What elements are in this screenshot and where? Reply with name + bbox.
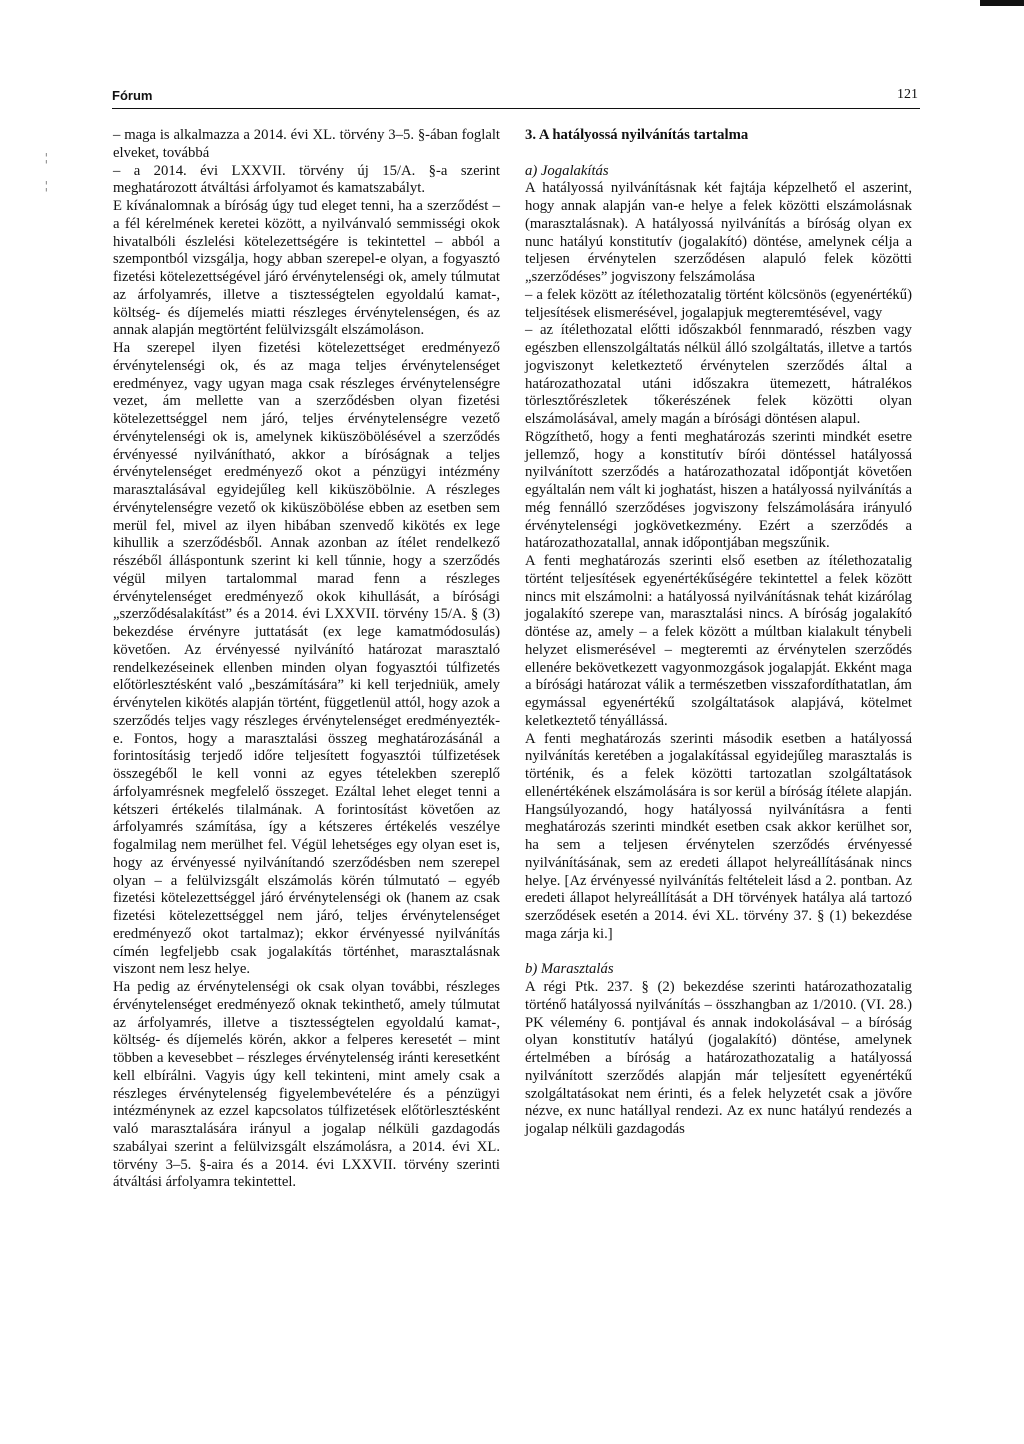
paragraph: – a 2014. évi LXXVII. törvény új 15/A. §-a szerint meghatározott átváltási árfolyamot és kamatszabályt. — [113, 162, 500, 197]
paragraph: E kívánalomnak a bíróság úgy tud eleget tenni, ha a szerződést – a fél kérelmének keretei között, a nyilvánvaló semmisségi okok hivatalbóli észlelési kötelezettségére is tekintettel – abból a szempontból vizsgálja, hogy abban szerepel-e olyan, a fogyasztó fizetési kötelezettségével járó érvénytelenségi ok, amely túlmutat az árfolyamrés, illetve a tisztességtelen egyoldalú kamat-, költség- és díjemelés miatti részleges érvénytelenségen, és az annak alapján megtörtént felülvizsgált elszámoláson. — [113, 198, 500, 339]
page-number: 121 — [897, 87, 918, 102]
paragraph: Ha pedig az érvénytelenségi ok csak olyan további, részleges érvénytelenséget eredményező oknak tekinthető, amely túlmutat az árfolyamrés, illetve a tisztességtelen egyoldalú kamat-, költség- és díjemelés körén, akkor a felperes keresetét – mint többen a kevesebbet – részleges érvénytelenség iránti keresetként kell elbírálni. Vagyis úgy kell tekinteni, mint amely csak a részleges érvénytelenség figyelembevételére és a pénzügyi intézménynek az ezzel kapcsolatos túlfizetések előtörlesztésként való marasztalására irányul a jogalap nélküli gazdagodás szabályai szerint a felülvizsgált elszámolásra, a 2014. évi XL. törvény 3–5. §-aira és a 2014. évi LXXVII. törvény szerinti átváltási árfolyamra tekintettel. — [113, 979, 500, 1191]
subsection-heading: b) Marasztalás — [525, 961, 614, 978]
right-column — [525, 127, 912, 1139]
journal-title: Fórum — [112, 88, 153, 103]
scan-edge-mark — [980, 0, 1024, 6]
paragraph: A fenti meghatározás szerinti első esetben az ítélethozatalig történt teljesítések egyenértékűségére tekintettel a felek között nincs mit elszámolni: a hatályossá nyilvánításnak tehát kizárólag jogalakító szerepe van, marasztalási nincs. A bíróság jogalakító döntése az, amely – a felek között a múltban kialakult ténybeli helyzet elismerésével – megteremti az érvénytelen szerződés ellenére bekövetkezett vagyonmozgások jogalapját. Ekként maga a bírósági határozat válik a természetben visszafordíthatatlan, ám egymással egyenértékű szolgáltatások alapjává, kötelmet keletkeztető tényállássá. — [525, 553, 912, 729]
margin-tick-mark: ¦ — [45, 150, 48, 164]
paragraph: A hatályossá nyilvánításnak két fajtája képzelhető el aszerint, hogy annak alapján van-e helye a felek közötti elszámolásnak (marasztalásnak). A hatályossá nyilvánítás a bíróság olyan ex nunc hatályú konstitutív (jogalakító) döntése, amelynek célja a teljesen érvénytelen szerződésen alapuló felek közötti „szerződéses” jogviszony felszámolása — [525, 180, 912, 285]
left-column — [113, 127, 500, 1192]
margin-tick-mark: ¦ — [45, 178, 48, 192]
paragraph: – a felek között az ítélethozatalig történt kölcsönös (egyenértékű) teljesítések elismerésével, jogalapjuk megteremtésével, vagy — [525, 286, 912, 321]
paragraph: A régi Ptk. 237. § (2) bekezdése szerinti határozathozatalig történő hatályossá nyilvánítás – összhangban az 1/2010. (VI. 28.) PK vélemény 6. pontjával és annak indokolásával – a bíróság olyan konstitutív hatályú (jogalakító) döntése, amelynek értelmében a bíróság a határozathozatalig a hatályossá nyilvánított szerződés alapján már teljesített egyenértékű szolgáltatásokat nem érinti, és a felek helyzetét csak a jövőre nézve, ex nunc hatállyal rendezi. Az ex nunc hatályú rendezés a jogalap nélküli gazdagodás — [525, 979, 912, 1137]
paragraph: Rögzíthető, hogy a fenti meghatározás szerinti mindkét esetre jellemző, hogy a konstitutív bírói döntéssel hatályossá nyilvánított szerződés a határozathozatal időpontját követően egyáltalán nem vált ki joghatást, hiszen a hatályossá nyilvánítás a még fennálló szerződéses jogviszony felszámolására irányuló érvénytelenségi jogkövetkezmény. Ezért a szerződés a határozathozatallal, annak időpontjában megszűnik. — [525, 428, 912, 552]
paragraph: – az ítélethozatal előtti időszakból fennmaradó, részben vagy egészben ellenszolgáltatás nélkül álló szolgáltatás, illetve a tartós jogviszonyt keletkeztető érvénytelen szerződés által a határozathozatal utáni időszakra ütemezett, hátralékos törlesztőrészletek tőkerészének felek közötti olyan elszámolásával, amely magán a bírósági döntésen alapul. — [525, 322, 912, 427]
section-heading: 3. A hatályossá nyilvánítás tartalma — [525, 127, 749, 143]
paragraph: Hangsúlyozandó, hogy hatályossá nyilvánításra a fenti meghatározás szerinti mindkét esetben csak akkor kerülhet sor, ha sem a teljesen érvénytelen szerződés érvényessé nyilvánításának, sem az eredeti állapot helyreállításának nincs helye. [Az érvényessé nyilvánítás feltételeit lásd a 2. pontban. Az eredeti állapot helyreállítását a DH törvények hatálya alá tartozó szerződések esetén a 2014. évi XL. törvény 37. § (1) bekezdése maga zárja ki.] — [525, 801, 912, 942]
paragraph: – maga is alkalmazza a 2014. évi XL. törvény 3–5. §-ában foglalt elveket, továbbá — [113, 127, 500, 161]
paragraph: Ha szerepel ilyen fizetési kötelezettséget eredményező érvénytelenségi ok, és az maga teljes érvénytelenséget eredményez, vagy ugyan maga csak részleges érvénytelenségre vezet, ám mellette van a szerződésben olyan fizetési kötelezettséggel nem járó, teljes érvénytelenségre vezető érvénytelenségi ok is, amelynek kiküszöbölésével a szerződés érvényessé nyilvánítható, akkor a bíróságnak a teljes érvénytelenséget eredményező okot a pénzügyi intézmény marasztalásával egyidejűleg kell kiküszöbölnie. A részleges érvénytelenségre vezető ok kiküszöbölése ebben az esetben sem merül fel, mivel az ilyen hibában szenvedő kikötés ex lege kihullik a szerződésből. Annak azonban az ítélet rendelkező részéből álláspontunk szerint ki kell tűnnie, hogy a szerződés végül milyen tartalommal marad fenn a részleges érvénytelenséget eredményező okok kihullását, a bírósági „szerződésalakítást” és a 2014. évi LXXVII. törvény 15/A. § (3) bekezdése érvényre juttatását (ex lege kamatmódosulás) követően. Az érvényessé nyilvánító határozat marasztaló rendelkezéseinek ellenben minden olyan fogyasztói túlfizetés előtörlesztésként való „beszámítására” ki kell terjedniük, amely érvénytelen kikötés alapján történt, függetlenül attól, hogy azok a szerződés teljes vagy részleges érvénytelenséget eredményezték-e. Fontos, hogy a marasztalási összeg meghatározásánál a forintosításig terjedő időre teljesített fogyasztói túlfizetések összegéből le kell vonni az egyes tételekben szereplő árfolyamrésnek megfelelő összeget. Ezáltal lehet eleget tenni a kétszeri értékelés tilalmának. A forintosítást követően az árfolyamrés számítása, így a kétszeres értékelés veszélye fogalmilag nem merülhet fel. Végül lehetséges egy olyan eset is, hogy az érvényessé nyilvánítandó szerződésben nem szerepel olyan – a felülvizsgált elszámolás körén túlmutató – egyéb fizetési kötelezettséggel járó érvénytelenségi ok (hanem az csak fizetési kötelezettséggel nem járó, teljes érvénytelenséget eredményező okot tartalmaz); ekkor érvényessé nyilvánítás címén legfeljebb csak jogalakítás történhet, marasztalásnak viszont nem lesz helye. — [113, 340, 500, 978]
page-header — [112, 84, 920, 109]
paragraph: A fenti meghatározás szerinti második esetben a hatályossá nyilvánítás keretében a jogalakítással egyidejűleg marasztalás is történik, és a felek közötti tartozatlan szolgáltatások ellenértékének elszámolására is sor kerül a bíróság ítélete alapján. — [525, 730, 913, 800]
subsection-heading: a) Jogalakítás — [525, 162, 609, 179]
